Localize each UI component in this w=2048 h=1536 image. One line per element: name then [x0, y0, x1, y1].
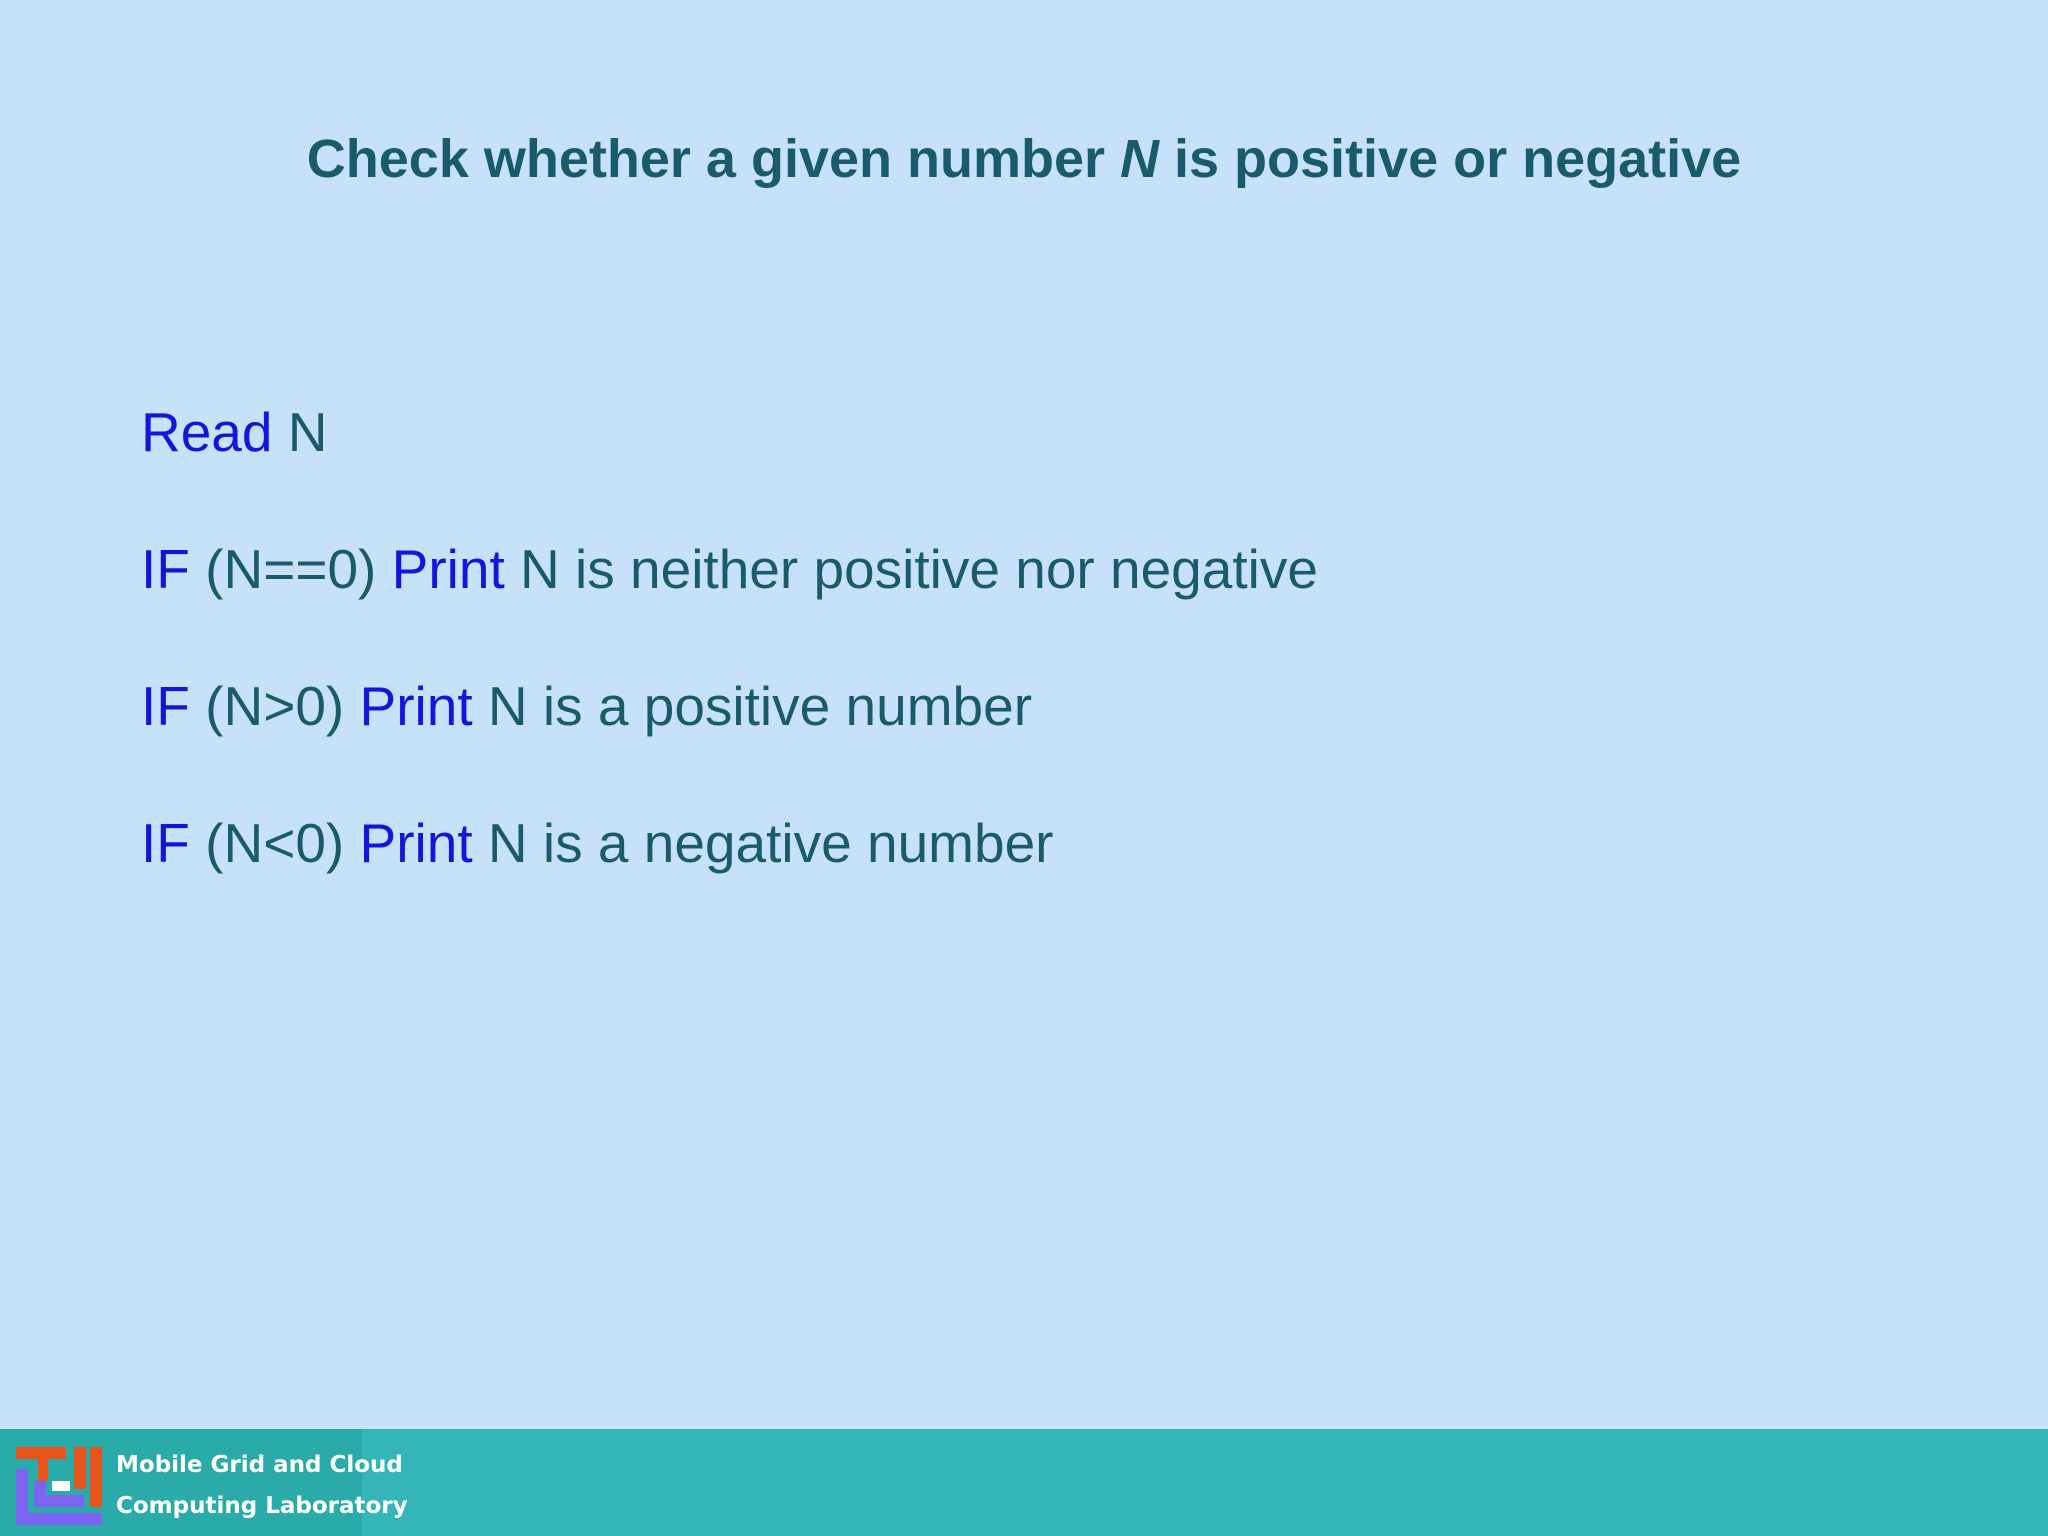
slide-title-start: Check whether a given number: [306, 129, 1121, 189]
keyword-print: Print: [359, 675, 473, 737]
keyword-if: IF: [141, 812, 190, 874]
pseudocode-line-if-positive: [141, 671, 1032, 741]
pseudocode-line-if-zero: [141, 534, 1318, 604]
line-text: N is neither positive nor negative: [504, 538, 1318, 600]
keyword-if: IF: [141, 538, 190, 600]
keyword-read: Read: [141, 401, 273, 463]
line-text: N is a positive number: [472, 675, 1033, 737]
slide-title: [0, 124, 2048, 194]
line-condition: (N==0): [189, 538, 392, 600]
pseudocode-line-if-negative: [141, 808, 1053, 878]
line-condition: (N>0): [189, 675, 360, 737]
pseudocode-line-read: [141, 397, 327, 467]
line-text: N: [272, 401, 328, 463]
line-text: N is a negative number: [472, 812, 1054, 874]
lab-logo: [0, 1429, 408, 1536]
lab-name-line-2: Computing Laboratory: [116, 1493, 408, 1519]
footer-bar: [0, 1429, 2048, 1536]
keyword-print: Print: [359, 812, 473, 874]
keyword-if: IF: [141, 675, 190, 737]
slide-title-variable: N: [1120, 129, 1160, 189]
lab-name-line-1: Mobile Grid and Cloud: [116, 1452, 403, 1478]
lab-logo-icon: [16, 1447, 102, 1525]
line-condition: (N<0): [189, 812, 360, 874]
keyword-print: Print: [391, 538, 505, 600]
slide-title-end: is positive or negative: [1159, 129, 1742, 189]
